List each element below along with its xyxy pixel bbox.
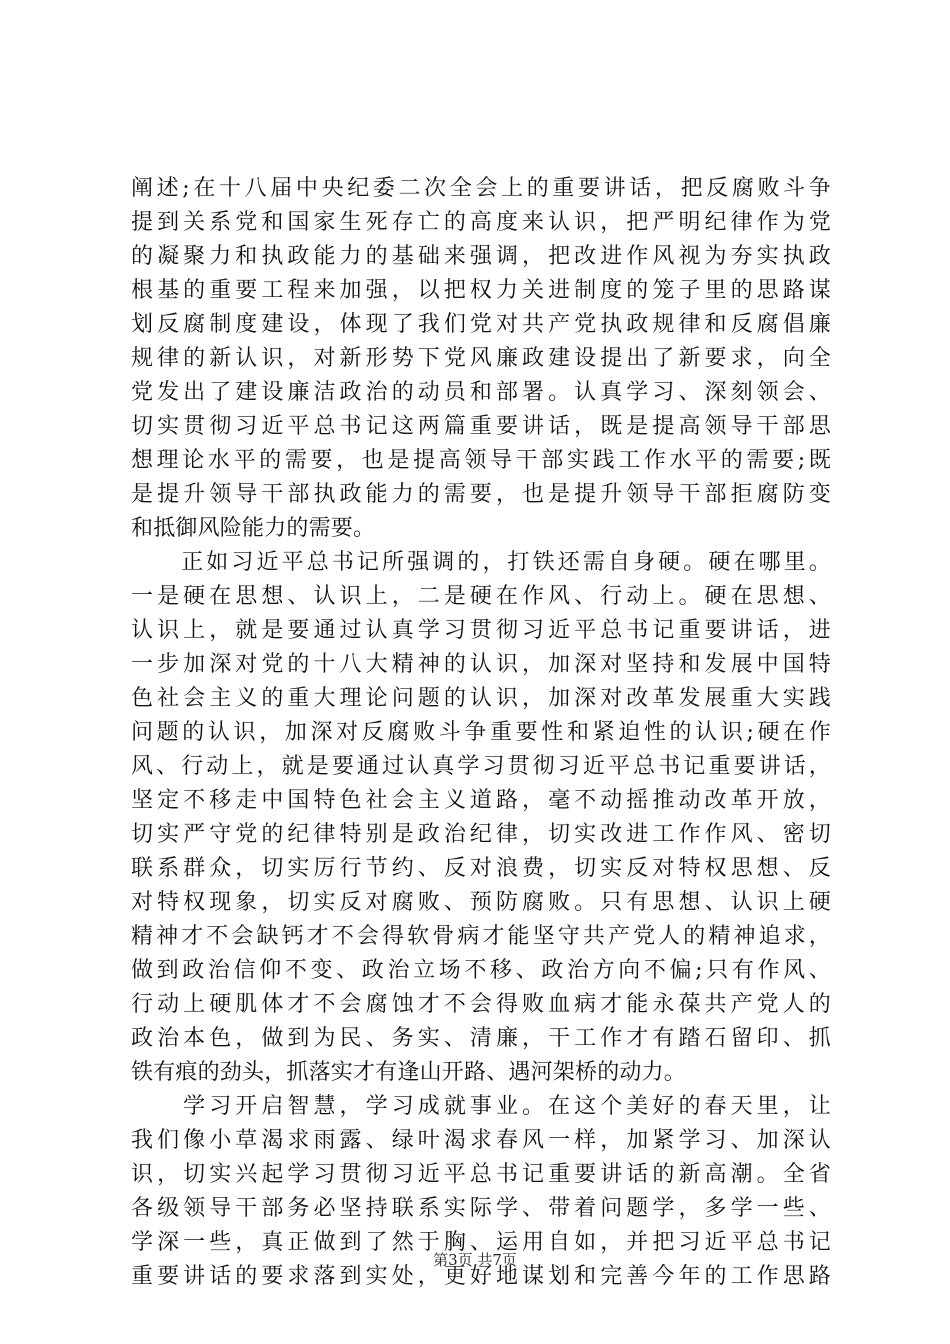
text-line: 学深一些，真正做到了然于胸、运用自如，并把习近平总书记 [131, 1230, 831, 1255]
text-line: 色社会主义的重大理论问题的认识，加深对改革发展重大实践 [131, 686, 831, 711]
text-line: 识，切实兴起学习贯彻习近平总书记重要讲话的新高潮。全省 [131, 1162, 831, 1187]
text-line: 切实贯彻习近平总书记这两篇重要讲话，既是提高领导干部思 [131, 414, 831, 439]
text-line: 问题的认识，加深对反腐败斗争重要性和紧迫性的认识;硬在作 [131, 720, 831, 745]
text-line: 坚定不移走中国特色社会主义道路，毫不动摇推动改革开放， [131, 788, 831, 813]
text-line: 精神才不会缺钙才不会得软骨病才能坚守共产党人的精神追求， [131, 924, 831, 949]
text-line: 提到关系党和国家生死存亡的高度来认识，把严明纪律作为党 [131, 210, 831, 235]
text-line: 行动上硬肌体才不会腐蚀才不会得败血病才能永葆共产党人的 [131, 992, 831, 1017]
text-line: 认识上，就是要通过认真学习贯彻习近平总书记重要讲话，进 [131, 618, 831, 643]
text-line: 政治本色，做到为民、务实、清廉，干工作才有踏石留印、抓 [131, 1026, 831, 1051]
text-line: 做到政治信仰不变、政治立场不移、政治方向不偏;只有作风、 [131, 958, 831, 983]
text-line: 和抵御风险能力的需要。 [131, 516, 376, 541]
text-line: 党发出了建设廉洁政治的动员和部署。认真学习、深刻领会、 [131, 380, 831, 405]
text-line: 正如习近平总书记所强调的，打铁还需自身硬。硬在哪里。 [131, 550, 831, 575]
text-line: 根基的重要工程来加强，以把权力关进制度的笼子里的思路谋 [131, 278, 831, 303]
text-line: 铁有痕的劲头，抓落实才有逢山开路、遇河架桥的动力。 [131, 1060, 687, 1085]
text-line: 重要讲话的要求落到实处，更好地谋划和完善今年的工作思路 [131, 1264, 831, 1289]
text-line: 切实严守党的纪律特别是政治纪律，切实改进工作作风、密切 [131, 822, 831, 847]
text-line: 一步加深对党的十八大精神的认识，加深对坚持和发展中国特 [131, 652, 831, 677]
text-line: 我们像小草渴求雨露、绿叶渴求春风一样，加紧学习、加深认 [131, 1128, 831, 1153]
text-line: 是提升领导干部执政能力的需要，也是提升领导干部拒腐防变 [131, 482, 831, 507]
text-line: 学习开启智慧，学习成就事业。在这个美好的春天里，让 [131, 1094, 831, 1119]
text-line: 对特权现象，切实反对腐败、预防腐败。只有思想、认识上硬 [131, 890, 831, 915]
text-line: 各级领导干部务必坚持联系实际学、带着问题学，多学一些、 [131, 1196, 831, 1221]
page-footer [0, 1250, 950, 1270]
text-line: 想理论水平的需要，也是提高领导干部实践工作水平的需要;既 [131, 448, 831, 473]
page-number: 第3页 共7页 [433, 1251, 517, 1269]
text-line: 划反腐制度建设，体现了我们党对共产党执政规律和反腐倡廉 [131, 312, 831, 337]
text-line: 阐述;在十八届中央纪委二次全会上的重要讲话，把反腐败斗争 [131, 176, 831, 201]
text-line: 的凝聚力和执政能力的基础来强调，把改进作风视为夯实执政 [131, 244, 831, 269]
text-line: 规律的新认识，对新形势下党风廉政建设提出了新要求，向全 [131, 346, 831, 371]
text-line: 联系群众，切实厉行节约、反对浪费，切实反对特权思想、反 [131, 856, 831, 881]
text-line: 风、行动上，就是要通过认真学习贯彻习近平总书记重要讲话， [131, 754, 831, 779]
text-line: 一是硬在思想、认识上，二是硬在作风、行动上。硬在思想、 [131, 584, 831, 609]
document-body [131, 172, 831, 1294]
